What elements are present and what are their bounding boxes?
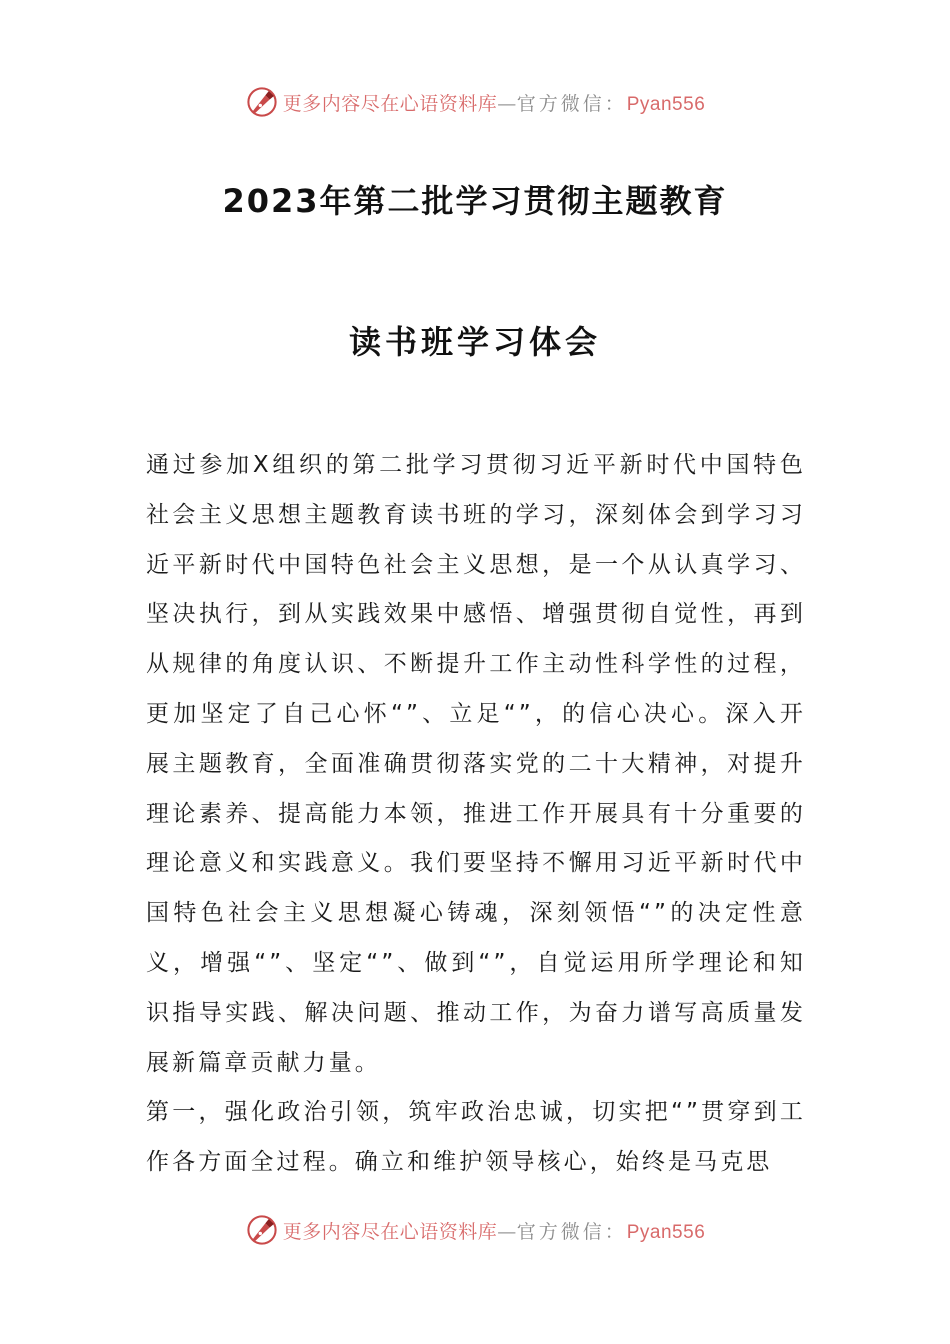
watermark-wechat-id: Pyan556 [626,1221,706,1243]
document-title-line-2: 读书班学习体会 [348,323,601,361]
watermark-text [283,1217,706,1244]
body-paragraph-2: 第一，强化政治引领，筑牢政治忠诚，切实把“”贯穿到工作各方面全过程。确立和维护领导核心，始终是马克思 [146,1099,806,1176]
watermark-official-label: 官方微信： [516,1220,627,1243]
watermark-prefix: 更多内容尽在心语资料库 [282,1220,498,1243]
header-watermark [0,82,950,122]
watermark-official-label: 官方微信： [516,92,627,115]
pen-nib-circle-icon [245,85,279,119]
watermark-prefix: 更多内容尽在心语资料库 [282,92,498,115]
body-paragraph-1: 通过参加X组织的第二批学习贯彻习近平新时代中国特色社会主义思想主题教育读书班的学习，深刻体会到学习习近平新时代中国特色社会主义思想，是一个从认真学习、坚决执行，到从实践效果中感悟、增强贯彻自觉性，再到从规律的角度认识、不断提升工作主动性科学性的过程，更加坚定了自己心怀“”、立足“”，的信心决心。深入开展主题教育，全面准确贯彻落实党的二十大精神，对提升理论素养、提高能力本领，推进工作开展具有十分重要的理论意义和实践意义。我们要坚持不懈用习近平新时代中国特色社会主义思想凝心铸魂，深刻领悟“”的决定性意义，增强“”、坚定“”、做到“”，自觉运用所学理论和知识指导实践、解决问题、推动工作，为奋力谱写高质量发展新篇章贡献力量。 [146,452,806,1076]
watermark-wechat-id: Pyan556 [626,93,706,115]
watermark-dash: — [497,92,517,115]
pen-nib-circle-icon [245,1213,279,1247]
document-title-line-1: 2023年第二批学习贯彻主题教育 [222,182,728,220]
watermark-text [283,89,706,116]
watermark-dash: — [497,1220,517,1243]
document-body [146,441,806,1188]
footer-watermark [0,1210,950,1250]
